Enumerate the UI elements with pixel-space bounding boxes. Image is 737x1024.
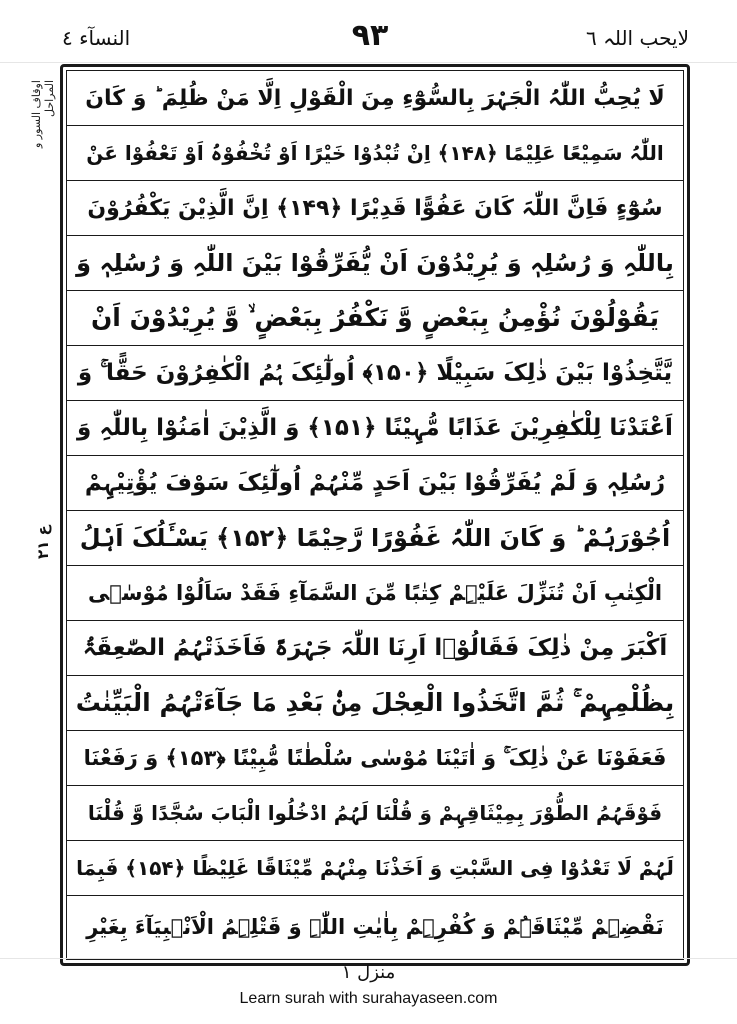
- verse-line: بِظُلْمِہِمْ ۚ ثُمَّ اتَّخَذُوا الْعِجْلَ مِنْۢ بَعْدِ مَا جَآءَتْہُمُ الْبَیِّنٰتُ: [66, 676, 684, 731]
- page-number: ٩٣: [351, 18, 389, 53]
- footer-divider: [0, 958, 737, 959]
- page-header: [0, 0, 737, 62]
- verse-line: نَقْضِہِمْ مِّیْثَاقَہُمْ وَ کُفْرِہِمْ بِاٰیٰتِ اللّٰہِ وَ قَتْلِہِمُ الْاَنْۢبِیَآءَ بِغَیْرِ: [86, 915, 664, 939]
- verse-line: اَعْتَدْنَا لِلْکٰفِرِیْنَ عَذَابًا مُّہِیْنًا ﴿۱۵۱﴾ وَ الَّذِیْنَ اٰمَنُوْا بِاللّٰہِ وَ: [66, 401, 684, 456]
- verse-line: الْکِتٰبِ اَنْ تُنَزِّلَ عَلَیْہِمْ کِتٰبًا مِّنَ السَّمَآءِ فَقَدْ سَاَلُوْا مُوْسٰۤی: [66, 566, 684, 621]
- verse-line: اللّٰہُ سَمِیْعًا عَلِیْمًا ﴿۱۴۸﴾ اِنْ تُبْدُوْا خَیْرًا اَوْ تُخْفُوْہُ اَوْ تَعْفُوْا عَنْ: [66, 126, 684, 181]
- juz-name: لایحب اللہ ٦: [586, 26, 689, 50]
- verse-line: اُجُوْرَہُمْ ؕ وَ کَانَ اللّٰہُ غَفُوْرًا رَّحِیْمًا ﴿۱۵۲﴾ یَسْـَٔلُکَ اَہْلُ: [66, 511, 684, 566]
- verse-line: فَعَفَوْنَا عَنْ ذٰلِکَ ۚ وَ اٰتَیْنَا مُوْسٰی سُلْطٰنًا مُّبِیْنًا ﴿۱۵۳﴾ وَ رَفَعْنَا: [66, 731, 684, 786]
- verse-line: اَکْبَرَ مِنْ ذٰلِکَ فَقَالُوْۤا اَرِنَا اللّٰہَ جَہْرَۃً فَاَخَذَتْہُمُ الصّٰعِقَۃُ: [66, 621, 684, 676]
- verse-line: یَقُوْلُوْنَ نُؤْمِنُ بِبَعْضٍ وَّ نَکْفُرُ بِبَعْضٍ ۙ وَّ یُرِیْدُوْنَ اَنْ: [66, 291, 684, 346]
- ruku-marker: ع ٢١: [34, 525, 52, 559]
- verse-line: فَوْقَہُمُ الطُّوْرَ بِمِیْثَاقِہِمْ وَ قُلْنَا لَہُمُ ادْخُلُوا الْبَابَ سُجَّدًا وَّ قُلْنَا: [66, 786, 684, 841]
- verse-line: رُسُلِہٖ وَ لَمْ یُفَرِّقُوْا بَیْنَ اَحَدٍ مِّنْہُمْ اُولٰٓئِکَ سَوْفَ یُؤْتِیْہِمْ: [66, 456, 684, 511]
- verse-line: لَہُمْ لَا تَعْدُوْا فِی السَّبْتِ وَ اَخَذْنَا مِنْہُمْ مِّیْثَاقًا غَلِیْظًا ﴿۱۵۴﴾ فَبِمَا: [66, 841, 684, 896]
- verse-line: یَّتَّخِذُوْا بَیْنَ ذٰلِکَ سَبِیْلًا ﴿۱۵۰﴾ اُولٰٓئِکَ ہُمُ الْکٰفِرُوْنَ حَقًّا ۚ وَ: [66, 346, 684, 401]
- surah-name: النسآء ٤: [62, 26, 131, 50]
- verse-line: بِاللّٰہِ وَ رُسُلِہٖ وَ یُرِیْدُوْنَ اَنْ یُّفَرِّقُوْا بَیْنَ اللّٰہِ وَ رُسُلِہٖ وَ: [66, 236, 684, 291]
- verse-line: سُوْٓءٍ فَاِنَّ اللّٰہَ کَانَ عَفُوًّا قَدِیْرًا ﴿۱۴۹﴾ اِنَّ الَّذِیْنَ یَکْفُرُوْنَ: [66, 181, 684, 236]
- site-credit: Learn surah with surahayaseen.com: [239, 990, 498, 1007]
- margin-note: اوقاف السور و المراحل: [30, 80, 56, 148]
- header-divider: [0, 62, 737, 63]
- verse-line: لَا یُحِبُّ اللّٰہُ الْجَہْرَ بِالسُّوْٓءِ مِنَ الْقَوْلِ اِلَّا مَنْ ظُلِمَ ؕ وَ کَانَ: [66, 71, 684, 126]
- manzil-label: منزل ١: [341, 962, 396, 983]
